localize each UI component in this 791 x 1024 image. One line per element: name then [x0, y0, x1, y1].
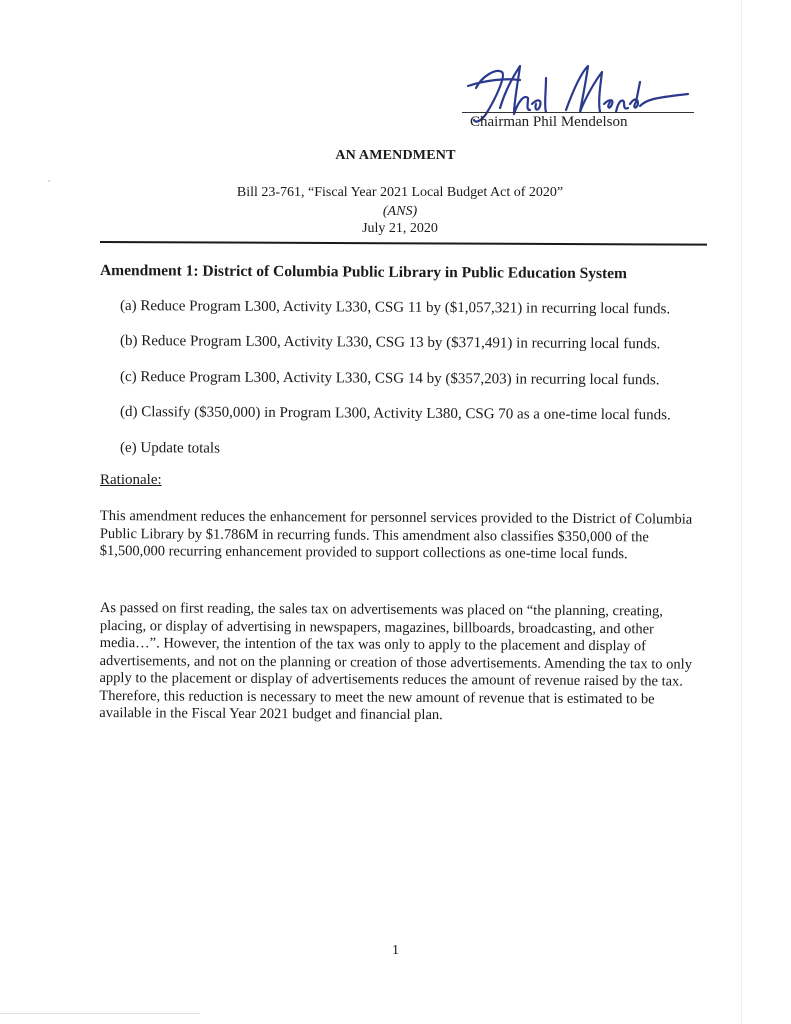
amendment-item: (b) Reduce Program L300, Activity L330, CSG 13 by ($371,491) in recurring local funds. [119, 333, 661, 353]
amendment-item: (d) Classify ($350,000) in Program L300, Activity L380, CSG 70 as a one-time local funds. [119, 404, 671, 424]
bill-title: Bill 23-761, “Fiscal Year 2021 Local Budget Act of 2020” [236, 185, 564, 200]
rationale-paragraph: This amendment reduces the enhancement for personnel services provided to the District of Columbia Public Library by $1.786M in recurring funds. This amendment also classifies $350,000 of the $1,500,000 recurring enhancement provided to support collections as one-time local funds. [99, 508, 693, 563]
bill-version: (ANS) [382, 204, 418, 219]
header-divider [100, 241, 707, 246]
amendment-item: (c) Reduce Program L300, Activity L330, CSG 14 by ($357,203) in recurring local funds. [119, 369, 660, 389]
document-title: AN AMENDMENT [335, 148, 456, 163]
rationale-heading: Rationale: [100, 472, 162, 488]
amendment-item: (a) Reduce Program L300, Activity L330, CSG 11 by ($1,057,321) in recurring local funds. [119, 298, 671, 318]
page-number: 1 [392, 943, 399, 958]
amendment-item: (e) Update totals [119, 440, 221, 457]
rationale-paragraph: As passed on first reading, the sales tax on advertisements was placed on “the planning, creating, placing, or display of advertising in newspapers, magazines, billboards, broadcasting, and other media…”. However, the intention of the tax was only to apply to the placement and display of advertisements, and not on the planning or creation of those advertisements. Amending the tax to only apply to the placement or display of advertisements reduces the amount of revenue raised by the tax. Therefore, this reduction is necessary to meet the new amount of revenue that is estimated to be available in the Fiscal Year 2021 budget and financial plan. [99, 600, 693, 724]
scan-edge-bottom [0, 1013, 200, 1014]
bill-date: July 21, 2020 [362, 221, 438, 236]
scan-speck [48, 180, 50, 182]
amendment-heading: Amendment 1: District of Columbia Public Library in Public Education System [99, 262, 628, 283]
signature-line [462, 112, 694, 113]
signer-name: Chairman Phil Mendelson [470, 114, 628, 130]
